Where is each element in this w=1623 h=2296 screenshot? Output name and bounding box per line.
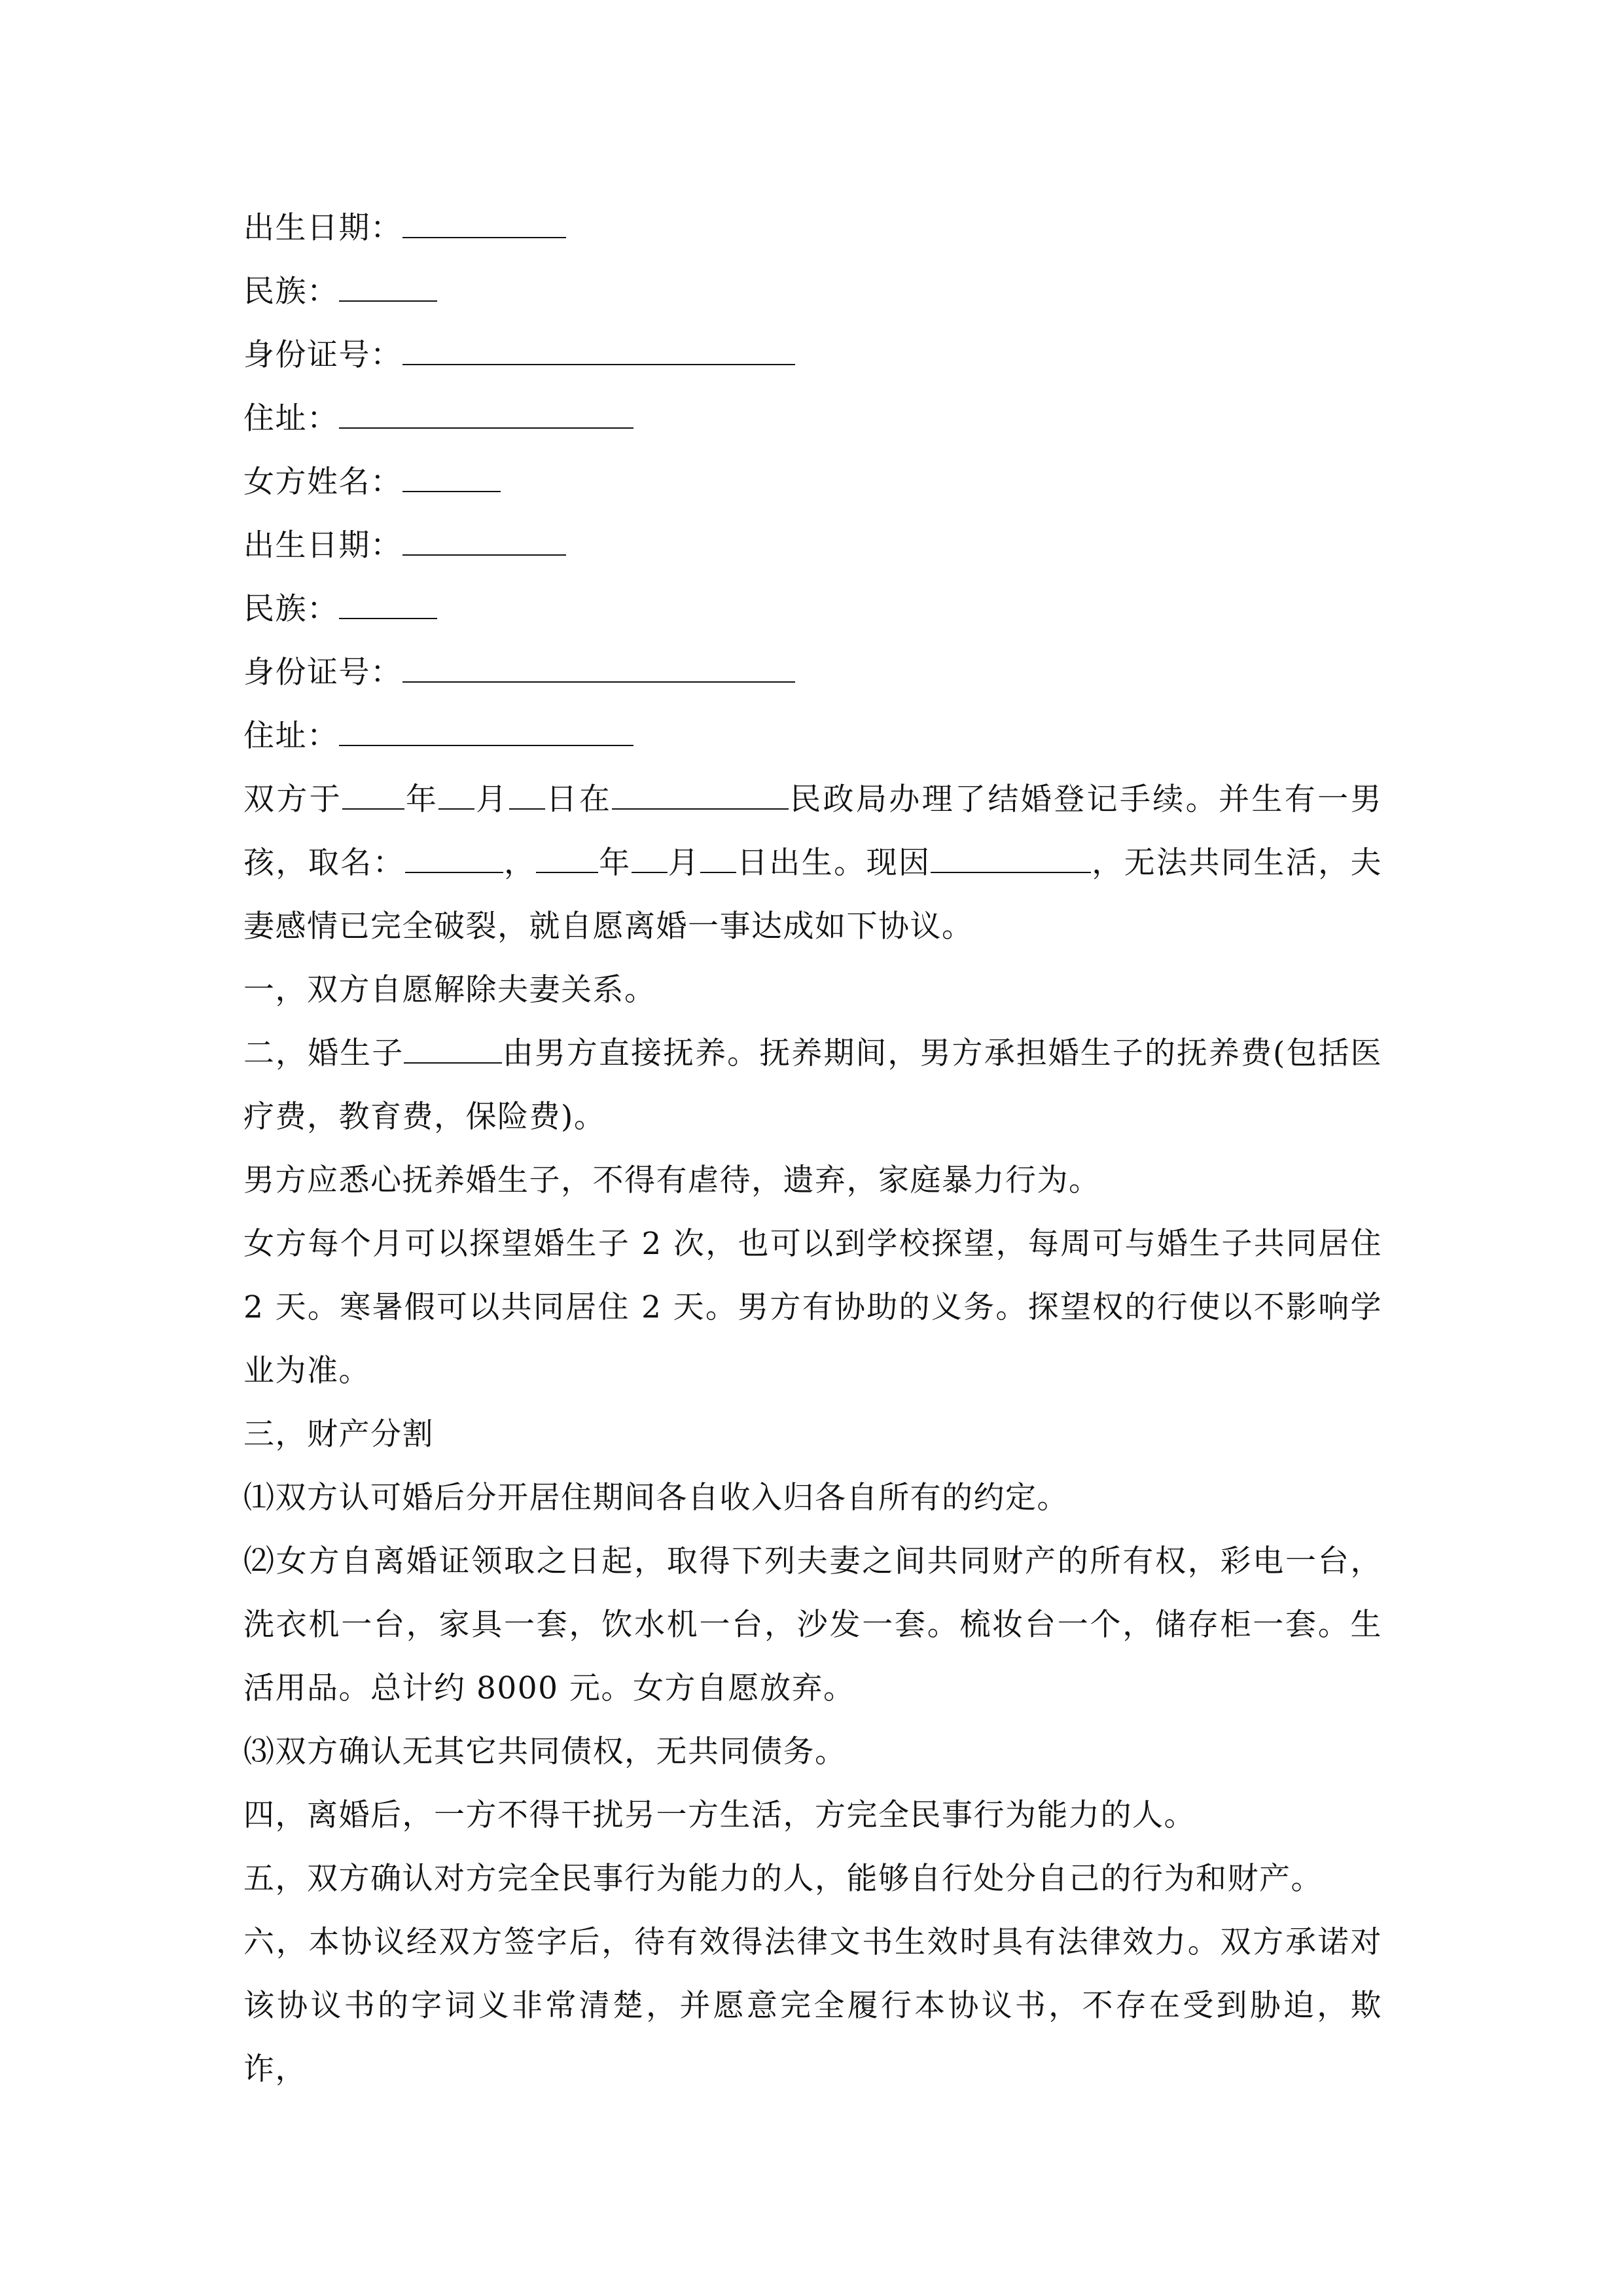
marriage-month-blank[interactable] [438,782,474,810]
clause-5: 五，双方确认对方完全民事行为能力的人，能够自行处分自己的行为和财产。 [243,1861,1323,1897]
text-segment: ， [503,845,537,881]
id-number-label: 身份证号： [243,655,402,691]
male-address-line [243,387,1382,450]
female-name-blank[interactable] [402,465,501,492]
clause-1: 一，双方自愿解除夫妻关系。 [243,972,656,1008]
text-segment: 年 [598,845,632,881]
child-birth-month-blank[interactable] [632,846,668,873]
reason-blank[interactable] [931,846,1091,873]
agreement-body [243,196,1382,2101]
male-id-line [243,323,1382,387]
bureau-blank[interactable] [612,782,789,810]
marriage-year-blank[interactable] [342,782,404,810]
child-name-blank[interactable] [404,1036,502,1064]
text-segment: 月 [474,781,509,817]
text-segment: 日出生。现因 [736,845,931,881]
ethnicity-blank[interactable] [339,592,437,619]
clause-3-item-2: ⑵女方自离婚证领取之日起，取得下列夫妻之间共同财产的所有权，彩电一台，洗衣机一台，家具一套，饮水机一台，沙发一套。梳妆台一个，储存柜一套。生活用品。总计约 8000 元。女方自愿放弃。 [243,1543,1382,1706]
clause-3-item-1: ⑴双方认可婚后分开居住期间各自收入归各自所有的约定。 [243,1480,1069,1516]
id-number-label: 身份证号： [243,337,402,373]
female-birth-line [243,514,1382,577]
text-segment: 日在 [544,781,613,817]
text-segment: 双方于 [243,781,343,817]
text-segment: 月 [667,845,701,881]
text-segment: 年 [404,781,439,817]
clause-3-heading: 三，财产分割 [243,1416,434,1452]
id-number-blank[interactable] [402,655,795,683]
female-ethnicity-line [243,577,1382,641]
female-address-line [243,704,1382,768]
text-segment: 由男方直接抚养。抚养期间，男方承担婚生子的抚养费(包括医疗费，教育费，保险费)。 [243,1035,1383,1135]
clause-2-care: 男方应悉心抚养婚生子，不得有虐待，遗弃，家庭暴力行为。 [243,1162,1101,1198]
ethnicity-blank[interactable] [339,274,437,302]
text-segment: 民政局办理了结婚登记手续。并生有一男孩，取名： [243,781,1382,881]
birth-date-blank[interactable] [402,211,566,238]
female-name-label: 女方姓名： [243,464,402,500]
ethnicity-label: 民族： [243,274,339,310]
child-birth-year-blank[interactable] [536,846,598,873]
child-birth-day-blank[interactable] [700,846,736,873]
clause-3-item-3: ⑶双方确认无其它共同债权，无共同债务。 [243,1734,847,1770]
child-name-blank[interactable] [405,846,503,873]
clause-2-visitation: 女方每个月可以探望婚生子 2 次，也可以到学校探望，每周可与婚生子共同居住 2 天。寒暑假可以共同居住 2 天。男方有协助的义务。探望权的行使以不影响学业为准。 [243,1226,1382,1389]
marriage-day-blank[interactable] [509,782,545,810]
birth-date-label: 出生日期： [243,528,402,564]
address-label: 住址： [243,401,339,437]
clause-2 [243,1022,1382,1149]
female-id-line [243,641,1382,704]
clause-4: 四，离婚后，一方不得干扰另一方生活，方完全民事行为能力的人。 [243,1797,1196,1833]
address-label: 住址： [243,718,339,754]
ethnicity-label: 民族： [243,591,339,627]
clause-6: 六，本协议经双方签字后，待有效得法律文书生效时具有法律效力。双方承诺对该协议书的字词义非常清楚，并愿意完全履行本协议书，不存在受到胁迫，欺诈， [243,1924,1382,2087]
text-segment: 二，婚生子 [243,1035,404,1071]
address-blank[interactable] [339,401,633,429]
birth-date-label: 出生日期： [243,210,402,246]
address-blank[interactable] [339,719,633,746]
male-birth-line [243,196,1382,260]
male-ethnicity-line [243,260,1382,323]
birth-date-blank[interactable] [402,528,566,556]
id-number-blank[interactable] [402,338,795,365]
female-name-line [243,450,1382,514]
text-segment: ，无法共同生活，夫妻感情已完全破裂，就自愿离婚一事达成如下协议。 [243,845,1383,944]
marriage-paragraph [243,768,1382,958]
